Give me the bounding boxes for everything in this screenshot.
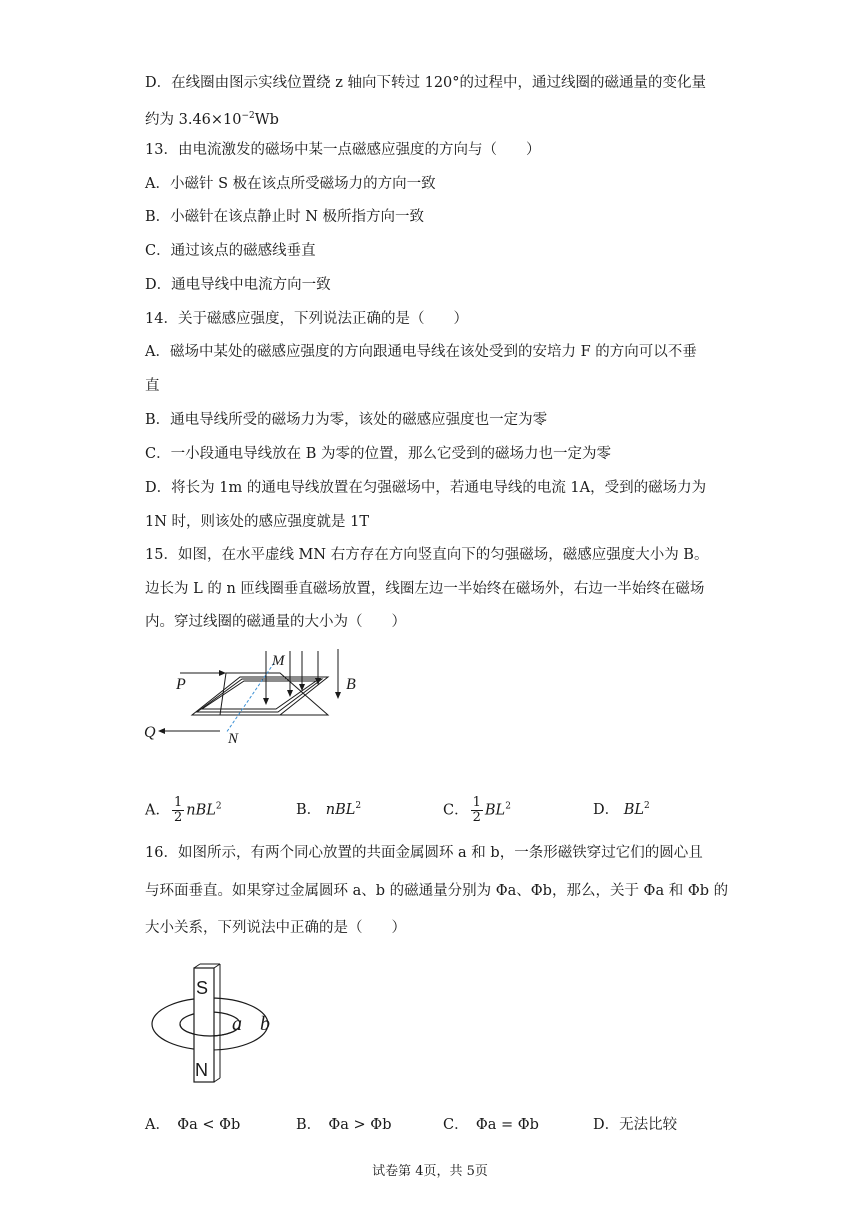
magnet-label-s: S xyxy=(196,978,209,998)
q13-option-d[interactable]: D．通电导线中电流方向一致 xyxy=(145,277,331,293)
q14-stem: 14．关于磁感应强度，下列说法正确的是（ ） xyxy=(145,311,468,327)
q15-b-body: nBL xyxy=(325,801,356,818)
q15-stem-line3: 内。穿过线圈的磁通量的大小为（ ） xyxy=(145,614,406,630)
q15-c-fraction xyxy=(471,796,483,825)
q15-a-den: 2 xyxy=(173,810,183,825)
ring-label-b: b xyxy=(260,1013,270,1035)
q12-d-exponent: −2 xyxy=(241,111,255,121)
q12-d-line2-prefix: 约为 3.46×10 xyxy=(145,111,242,128)
q14-option-d-line1[interactable]: D．将长为 1m 的通电导线放置在匀强磁场中，若通电导线的电流 1A，受到的磁场力为 xyxy=(145,480,707,496)
q16-option-c[interactable]: C． Φa = Φb xyxy=(443,1117,539,1133)
q15-d-sup: 2 xyxy=(644,801,650,811)
label-b: B xyxy=(346,676,356,693)
q15-option-c[interactable] xyxy=(443,796,511,825)
q13-stem: 13．由电流激发的磁场中某一点磁感应强度的方向与（ ） xyxy=(145,142,541,158)
field-arrow-b-head xyxy=(335,692,341,699)
label-p: P xyxy=(176,676,186,693)
q16-figure xyxy=(146,962,296,1086)
q14-option-a-line1[interactable]: A．磁场中某处的磁感应强度的方向跟通电导线在该处受到的安培力 F 的方向可以不垂 xyxy=(145,344,697,360)
q15-option-b[interactable] xyxy=(296,796,361,820)
q15-a-body: nBL xyxy=(186,802,216,819)
p-arrow-head xyxy=(219,670,226,676)
page-footer: 试卷第 4页，共 5页 xyxy=(372,1164,488,1179)
q14-option-a-line2[interactable]: 直 xyxy=(145,378,160,394)
q16-option-b[interactable]: B． Φa > Φb xyxy=(296,1117,392,1133)
q15-c-num: 1 xyxy=(472,795,481,810)
q15-stem-line1: 15．如图，在水平虚线 MN 右方存在方向竖直向下的匀强磁场，磁感应强度大小为 B。 xyxy=(145,547,709,563)
magnet-top-edge-3 xyxy=(214,964,220,968)
q14-option-d-line2[interactable]: 1N 时，则该处的感应强度就是 1T xyxy=(145,514,370,530)
q15-c-den: 2 xyxy=(472,810,481,825)
q15-a-sup: 2 xyxy=(215,801,222,812)
magnet-bottom-edge xyxy=(214,1078,220,1082)
q15-c-body: BL xyxy=(484,802,506,819)
label-m: M xyxy=(272,653,285,669)
ring-label-a: a xyxy=(232,1013,242,1035)
q14-option-b[interactable]: B．通电导线所受的磁场力为零，该处的磁感应强度也一定为零 xyxy=(145,412,548,428)
q12-d-line2-suffix: Wb xyxy=(254,111,279,128)
label-q: Q xyxy=(144,724,156,741)
q15-option-d[interactable] xyxy=(593,796,650,820)
q12-option-d-line1: D．在线圈由图示实线位置绕 z 轴向下转过 120°的过程中，通过线圈的磁通量的变化量 xyxy=(145,75,707,91)
q16-option-d[interactable]: D．无法比较 xyxy=(593,1117,678,1133)
q15-option-a[interactable] xyxy=(145,796,222,825)
field-arrow-1-head xyxy=(263,698,269,705)
q13-option-b[interactable]: B．小磁针在该点静止时 N 极所指方向一致 xyxy=(145,209,425,225)
q15-d-body: BL xyxy=(623,801,645,818)
q15-c-label: C． xyxy=(443,802,469,819)
q15-figure xyxy=(140,645,380,750)
q15-d-label: D． xyxy=(593,801,620,818)
q12-option-d-line2 xyxy=(145,106,279,130)
label-n: N xyxy=(228,731,239,747)
q16-option-a[interactable]: A． Φa < Φb xyxy=(145,1117,241,1133)
q16-stem-line2: 与环面垂直。如果穿过金属圆环 a、b 的磁通量分别为 Φa、Φb，那么，关于 Φa 和 Φb 的 xyxy=(145,883,729,899)
magnet-label-n: N xyxy=(195,1060,208,1080)
q16-stem-line3: 大小关系，下列说法中正确的是（ ） xyxy=(145,920,406,936)
q15-a-label: A． xyxy=(145,802,170,819)
field-arrow-2-head xyxy=(287,690,293,697)
q-arrow-head xyxy=(158,728,165,734)
q15-a-num: 1 xyxy=(173,795,183,810)
q16-stem-line1: 16．如图所示，有两个同心放置的共面金属圆环 a 和 b，一条形磁铁穿过它们的圆心且 xyxy=(145,845,703,861)
q15-c-sup: 2 xyxy=(505,801,511,812)
q15-stem-line2: 边长为 L 的 n 匝线圈垂直磁场放置，线圈左边一半始终在磁场外，右边一半始终在磁场 xyxy=(145,581,705,597)
q15-b-sup: 2 xyxy=(355,801,362,811)
q13-option-c[interactable]: C．通过该点的磁感线垂直 xyxy=(145,243,316,259)
q14-option-c[interactable]: C．一小段通电导线放在 B 为零的位置，那么它受到的磁场力也一定为零 xyxy=(145,446,611,462)
q15-a-fraction xyxy=(172,796,184,825)
q13-option-a[interactable]: A．小磁针 S 极在该点所受磁场力的方向一致 xyxy=(145,176,436,192)
q15-b-label: B． xyxy=(296,801,322,818)
